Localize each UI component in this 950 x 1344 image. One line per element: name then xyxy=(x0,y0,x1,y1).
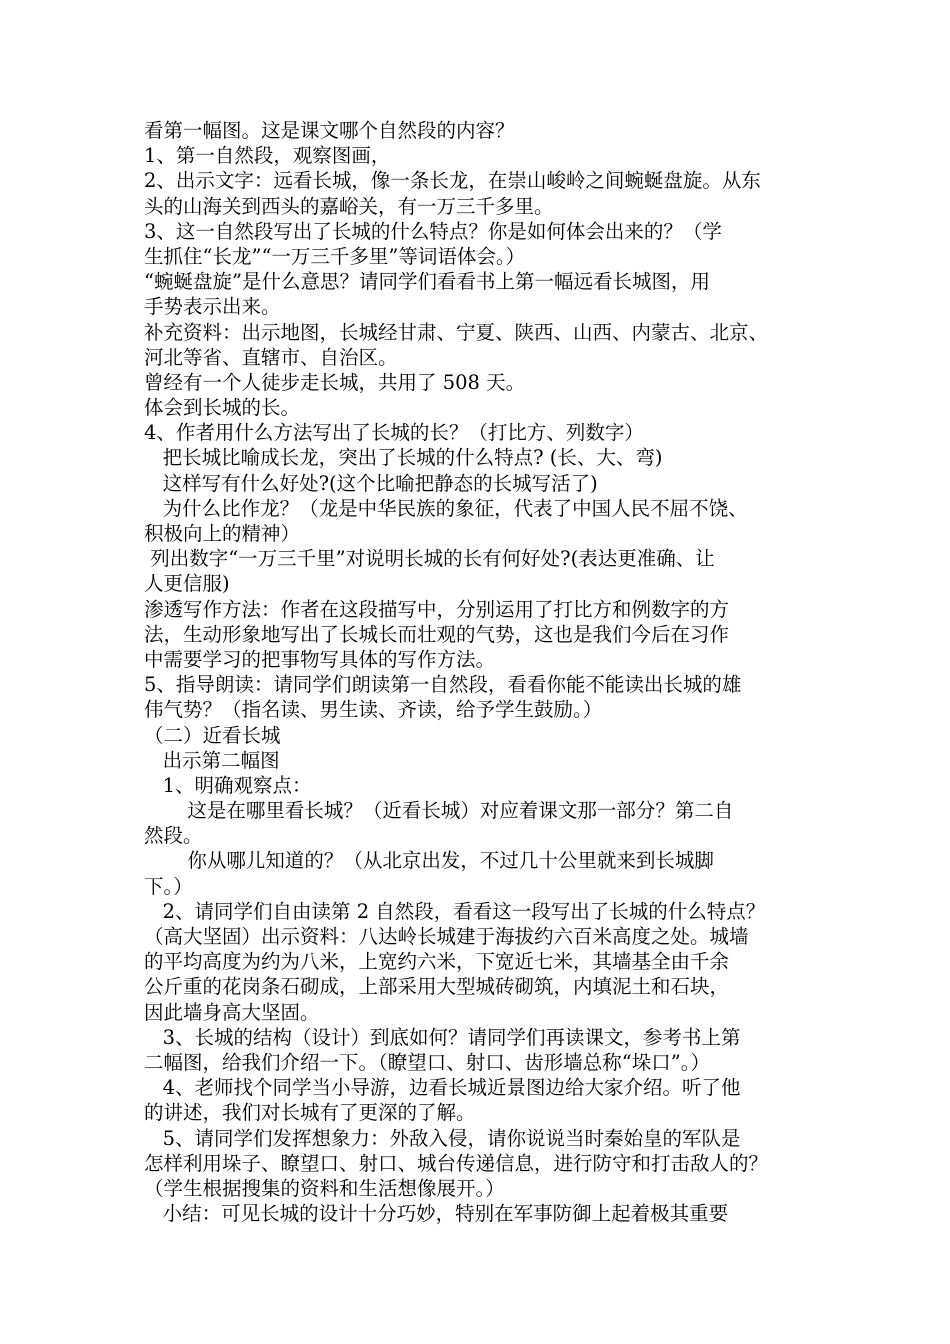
text-line: 曾经有一个人徒步走长城，共用了 508 天。 xyxy=(144,370,526,394)
text-line: 这样写有什么好处?(这个比喻把静态的长城写活了) xyxy=(144,471,598,495)
text-line: 生抓住“长龙”“一万三千多里”等词语体会。） xyxy=(144,244,526,268)
text-line: 二幅图，给我们介绍一下。（瞭望口、射口、齿形墙总称“垛口”。） xyxy=(144,1050,710,1074)
text-line: 人更信服) xyxy=(144,572,230,596)
text-line: 积极向上的精神） xyxy=(144,522,301,545)
text-line: （高大坚固）出示资料：八达岭长城建于海拔约六百米高度之处。城墙 xyxy=(144,925,749,948)
text-line: 1、第一自然段，观察图画， xyxy=(144,144,391,168)
text-line: 补充资料：出示地图，长城经甘肃、宁夏、陕西、山西、内蒙古、北京、 xyxy=(144,320,769,344)
text-line: 把长城比喻成长龙，突出了长城的什么特点? (长、大、弯) xyxy=(144,446,663,470)
text-line: 2、出示文字：远看长城，像一条长龙，在崇山峻岭之间蜿蜒盘旋。从东 xyxy=(144,169,761,193)
text-line: 5、指导朗读：请同学们朗读第一自然段，看看你能不能读出长城的雄 xyxy=(144,673,742,697)
text-line: 5、请同学们发挥想象力：外敌入侵，请你说说当时秦始皇的军队是 xyxy=(144,1126,741,1150)
text-line: 3、这一自然段写出了长城的什么特点？你是如何体会出来的？（学 xyxy=(144,219,722,243)
text-line: 列出数字“一万三千里”对说明长城的长有何好处?(表达更准确、让 xyxy=(144,547,715,571)
text-line: 中需要学习的把事物写具体的写作方法。 xyxy=(144,647,496,671)
text-line: 的平均高度为约为八米，上宽约六米，下宽近七米，其墙基全由千余 xyxy=(144,950,730,974)
text-line: 4、作者用什么方法写出了长城的长？（打比方、列数字） xyxy=(144,421,644,445)
text-line: 为什么比作龙？（龙是中华民族的象征，代表了中国人民不屈不饶、 xyxy=(144,496,748,520)
text-line: （二）近看长城 xyxy=(144,723,281,747)
text-line: 体会到长城的长。 xyxy=(144,396,301,420)
text-line: “蜿蜒盘旋”是什么意思？请同学们看看书上第一幅远看长城图，用 xyxy=(144,270,710,294)
text-line: 法，生动形象地写出了长城长而壮观的气势，这也是我们今后在习作 xyxy=(144,622,730,646)
text-line: 1、明确观察点： xyxy=(144,773,312,797)
text-line: 4、老师找个同学当小导游，边看长城近景图边给大家介绍。听了他 xyxy=(144,1076,741,1100)
text-line: 下。） xyxy=(144,874,193,898)
text-line: 怎样利用垛子、瞭望口、射口、城台传递信息，进行防守和打击敌人的？ xyxy=(144,1151,769,1175)
document-body xyxy=(144,118,824,1226)
text-line: 手势表示出来。 xyxy=(144,295,281,319)
text-line: 渗透写作方法：作者在这段描写中，分别运用了打比方和例数字的方 xyxy=(144,597,730,621)
text-line: 2、请同学们自由读第 2 自然段，看看这一段写出了长城的什么特点？ xyxy=(144,899,766,923)
text-line: 你从哪儿知道的？（从北京出发，不过几十公里就来到长城脚 xyxy=(144,849,714,873)
text-line: 公斤重的花岗条石砌成，上部采用大型城砖砌筑，内填泥土和石块， xyxy=(144,975,730,999)
text-line: 3、长城的结构（设计）到底如何？请同学们再读课文，参考书上第 xyxy=(144,1025,741,1049)
text-line: 出示第二幅图 xyxy=(144,748,280,772)
text-line: 这是在哪里看长城？（近看长城）对应着课文那一部分？第二自 xyxy=(144,799,734,823)
text-line: 伟气势？（指名读、男生读、齐读，给予学生鼓励。） xyxy=(144,698,603,722)
text-line: 因此墙身高大坚固。 xyxy=(144,1000,320,1024)
text-line: 小结：可见长城的设计十分巧妙，特别在军事防御上起着极其重要 xyxy=(144,1202,729,1226)
text-line: 头的山海关到西头的嘉峪关，有一万三千多里。 xyxy=(144,194,554,218)
text-line: 的讲述，我们对长城有了更深的了解。 xyxy=(144,1101,476,1125)
text-line: 河北等省、直辖市、自治区。 xyxy=(144,345,398,369)
text-line: 看第一幅图。这是课文哪个自然段的内容？ xyxy=(144,119,515,142)
text-line: （学生根据搜集的资料和生活想像展开。） xyxy=(144,1176,505,1200)
text-line: 然段。 xyxy=(144,824,203,848)
